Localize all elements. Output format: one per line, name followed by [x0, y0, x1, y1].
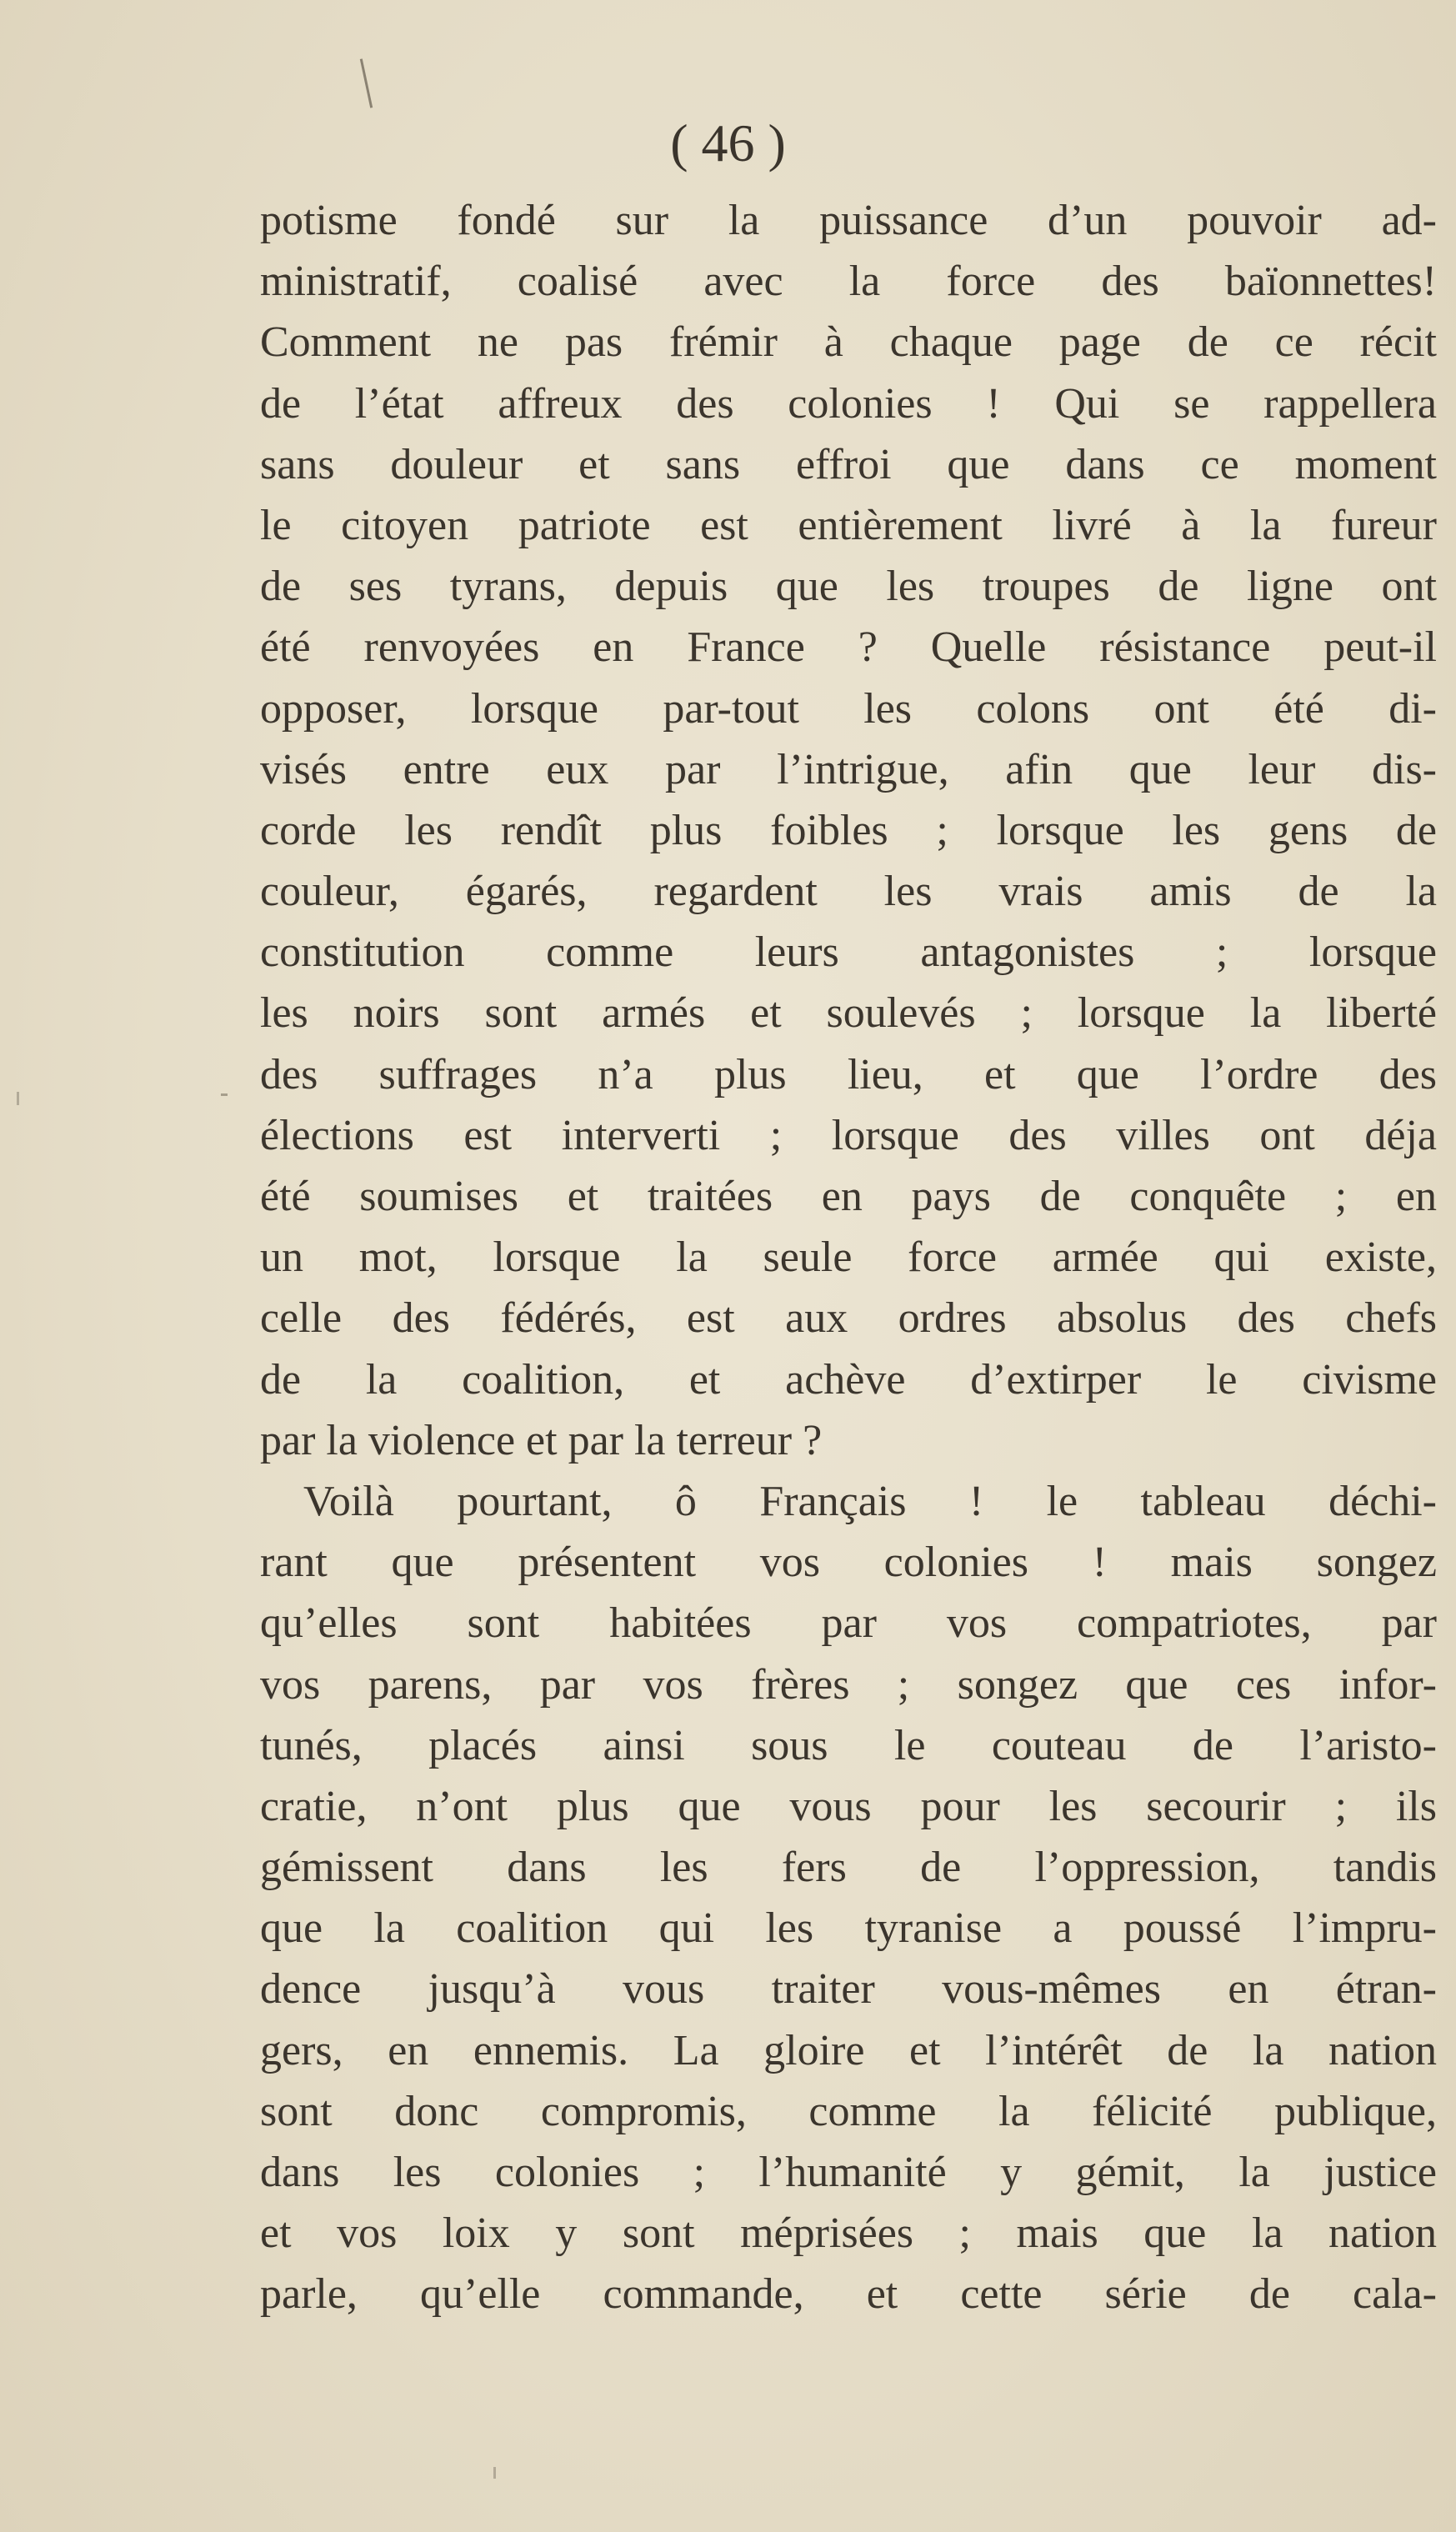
- text-line: Voilà pourtant, ô Français ! le tableau déchi-: [303, 1477, 1437, 1525]
- text-line: de ses tyrans, depuis que les troupes de ligne ont: [260, 563, 1437, 611]
- ink-mark: [221, 1093, 228, 1096]
- text-line: ministratif, coalisé avec la force des baïonnettes!: [260, 258, 1437, 306]
- text-line: été renvoyées en France ? Quelle résistance peut-il: [260, 623, 1437, 672]
- text-line: rant que présentent vos colonies ! mais songez: [260, 1539, 1437, 1587]
- text-line: potisme fondé sur la puissance d’un pouvoir ad-: [260, 197, 1437, 244]
- text-line: cratie, n’ont plus que vous pour les secourir ; ils: [260, 1782, 1437, 1830]
- ink-mark: [17, 1092, 19, 1105]
- text-line: corde les rendît plus foibles ; lorsque les gens de: [260, 806, 1437, 854]
- text-line: été soumises et traitées en pays de conquête ; en: [260, 1173, 1437, 1220]
- text-line: les noirs sont armés et soulevés ; lorsque la liberté: [260, 989, 1437, 1038]
- text-line: dence jusqu’à vous traiter vous-mêmes en étran-: [260, 1965, 1437, 2014]
- text-line: opposer, lorsque par-tout les colons ont été di-: [260, 684, 1437, 733]
- text-line: celle des fédérés, est aux ordres absolus des chefs: [260, 1294, 1437, 1343]
- text-line: gémissent dans les fers de l’oppression, tandis: [260, 1844, 1437, 1892]
- text-line: de l’état affreux des colonies ! Qui se rappellera: [260, 379, 1437, 428]
- text-line: que la coalition qui les tyranise a poussé l’impru-: [260, 1904, 1437, 1953]
- text-line: dans les colonies ; l’humanité y gémit, la justice: [260, 2149, 1437, 2196]
- text-line: parle, qu’elle commande, et cette série de cala-: [260, 2270, 1437, 2319]
- text-line: de la coalition, et achève d’extirper le civisme: [260, 1355, 1437, 1404]
- text-line: couleur, égarés, regardent les vrais amis de la: [260, 868, 1437, 916]
- ink-mark: [493, 2467, 496, 2479]
- text-line: Comment ne pas frémir à chaque page de ce récit: [260, 318, 1437, 367]
- text-line: constitution comme leurs antagonistes ; lorsque: [260, 928, 1437, 977]
- text-line: qu’elles sont habitées par vos compatriotes, par: [260, 1599, 1437, 1648]
- text-line: un mot, lorsque la seule force armée qui existe,: [260, 1233, 1437, 1282]
- text-line: des suffrages n’a plus lieu, et que l’ordre des: [260, 1050, 1437, 1098]
- text-line: par la violence et par la terreur ?: [260, 1416, 823, 1464]
- text-line: tunés, placés ainsi sous le couteau de l’aristo-: [260, 1721, 1437, 1769]
- text-line: visés entre eux par l’intrigue, afin que leur dis-: [260, 745, 1437, 793]
- text-line: et vos loix y sont méprisées ; mais que la nation: [260, 2209, 1437, 2258]
- text-line: vos parens, par vos frères ; songez que ces infor-: [260, 1660, 1437, 1709]
- body-text: [260, 190, 1437, 2325]
- text-line: sans douleur et sans effroi que dans ce moment: [260, 440, 1437, 488]
- text-line: gers, en ennemis. La gloire et l’intérêt de la nation: [260, 2026, 1437, 2074]
- page-number: ( 46 ): [670, 113, 786, 173]
- ink-mark: [360, 58, 373, 108]
- text-line: sont donc compromis, comme la félicité publique,: [260, 2087, 1437, 2135]
- text-line: le citoyen patriote est entièrement livré à la fureur: [260, 501, 1437, 549]
- text-line: élections est interverti ; lorsque des villes ont déja: [260, 1111, 1437, 1159]
